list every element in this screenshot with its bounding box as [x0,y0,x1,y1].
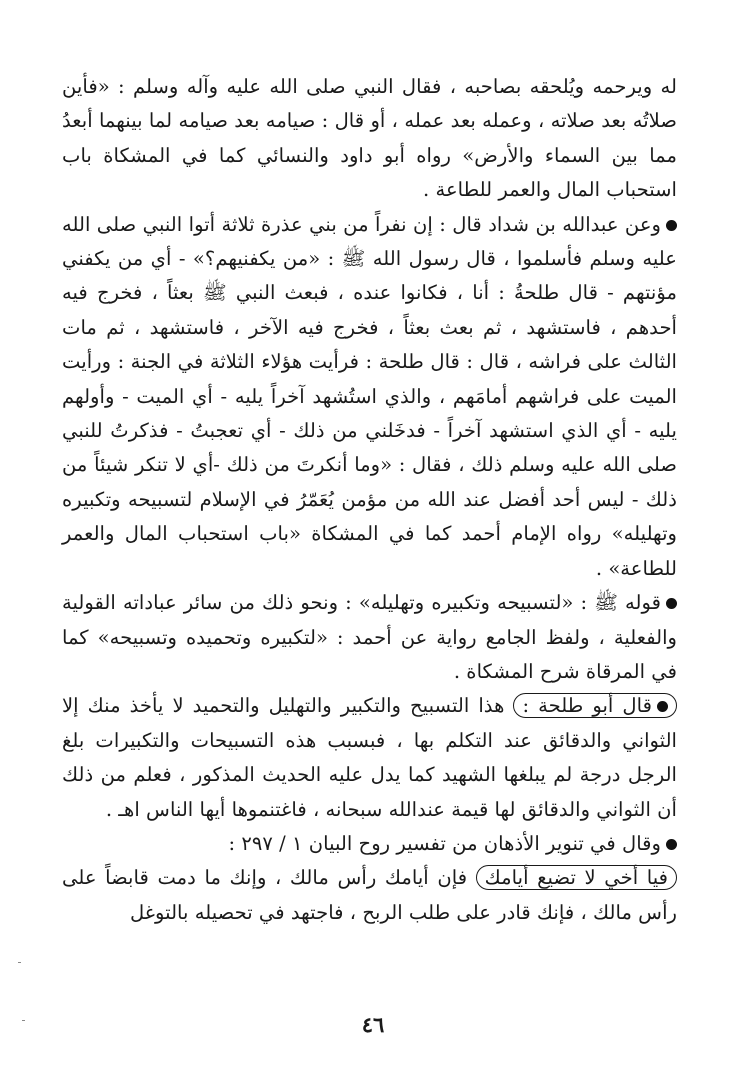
paragraph-1-text: له ويرحمه ويُلحقه بصاحبه ، فقال النبي صلى الله عليه وآله وسلم : «فأين صلاتُه بعد صلاته ، وعمله بعد عمله ، أو قال : صيامه بعد صيامه لما بينهما أبعدُ مما بين السماء والأرض» رواه أبو داود والنسائي كما في المشكاة باب استحباب المال والعمر للطاعة . [62,75,677,202]
boxed-phrase-text: فيا أخي لا تضيع أيامك [484,866,668,890]
boxed-heading-text: قال أبو طلحة : [522,694,652,718]
bullet-dot-icon [666,220,677,231]
paragraph-3-text: قوله ﷺ : «لتسبيحه وتكبيره وتهليله» : ونحو ذلك من سائر عباداته القولية والفعلية ، ولفظ الجامع رواية عن أحمد : «لتكبيره وتحميده وتسبيحه» كما في المرقاة شرح المشكاة . [62,591,677,683]
paragraph-6 [62,861,677,930]
paragraph-5-text: وقال في تنوير الأذهان من تفسير روح البيان ١ / ٢٩٧ : [228,831,661,855]
paragraph-4 [62,689,677,827]
bullet-dot-icon [666,839,677,850]
boxed-phrase [476,865,677,890]
paragraph-4-text: هذا التسبيح والتكبير والتهليل والتحميد لا يأخذ منك إلا الثواني والدقائق عند التكلم بها ، فبسبب هذه التسبيحات والتكبيرات بلغ الرجل درجة لم يبلغها الشهيد كما يدل عليه الحديث المذكور ، فعلم من ذلك أن الثواني والدقائق لها قيمة عندالله سبحانه ، فاغتنموها أيها الناس اهـ . [62,694,677,821]
paragraph-6-text: فإن أيامك رأس مالك ، وإنك ما دمت قابضاً على رأس مالك ، فإنك قادر على طلب الربح ، فاجتهد في تحصيله بالتوغل [62,866,677,924]
paragraph-1 [62,70,677,208]
boxed-heading [513,693,677,718]
paragraph-5 [62,827,677,861]
bullet-dot-icon [657,701,668,712]
page-number: ٤٦ [361,1012,385,1037]
page-body-text [62,70,677,930]
paragraph-2-text: وعن عبدالله بن شداد قال : إن نفراً من بني عذرة ثلاثة أتوا النبي صلى الله عليه وسلم فأسلموا ، قال رسول الله ﷺ : «من يكفنيهم؟» - أي من يكفني مؤنتهم - قال طلحةُ : أنا ، فكانوا عنده ، فبعث النبي ﷺ بعثاً ، فخرج فيه أحدهم ، فاستشهد ، ثم بعث بعثاً ، فخرج فيه الآخر ، فاستشهد ، ثم مات الثالث على فراشه ، قال : قال طلحة : فرأيت هؤلاء الثلاثة في الجنة : ورأيت الميت على فراشهم أمامَهم ، والذي استُشهد آخراً يليه - أي الميت - وأولهم يليه - أي الذي استشهد آخراً - فدخَلني من ذلك - أي تعجبتُ - فذكرتُ للنبي صلى الله عليه وسلم ذلك ، فقال : «وما أنكرتَ من ذلك -أي لا تنكر شيئاً من ذلك - ليس أحد أفضل عند الله من مؤمن يُعَمّرُ في الإسلام لتسبيحه وتكبيره وتهليله» رواه الإمام أحمد كما في المشكاة «باب استحباب المال والعمر للطاعة» . [62,212,677,580]
paragraph-2 [62,208,677,586]
bullet-dot-icon [666,598,677,609]
scan-speck [18,962,21,963]
scan-speck [22,1020,25,1021]
paragraph-3 [62,586,677,689]
